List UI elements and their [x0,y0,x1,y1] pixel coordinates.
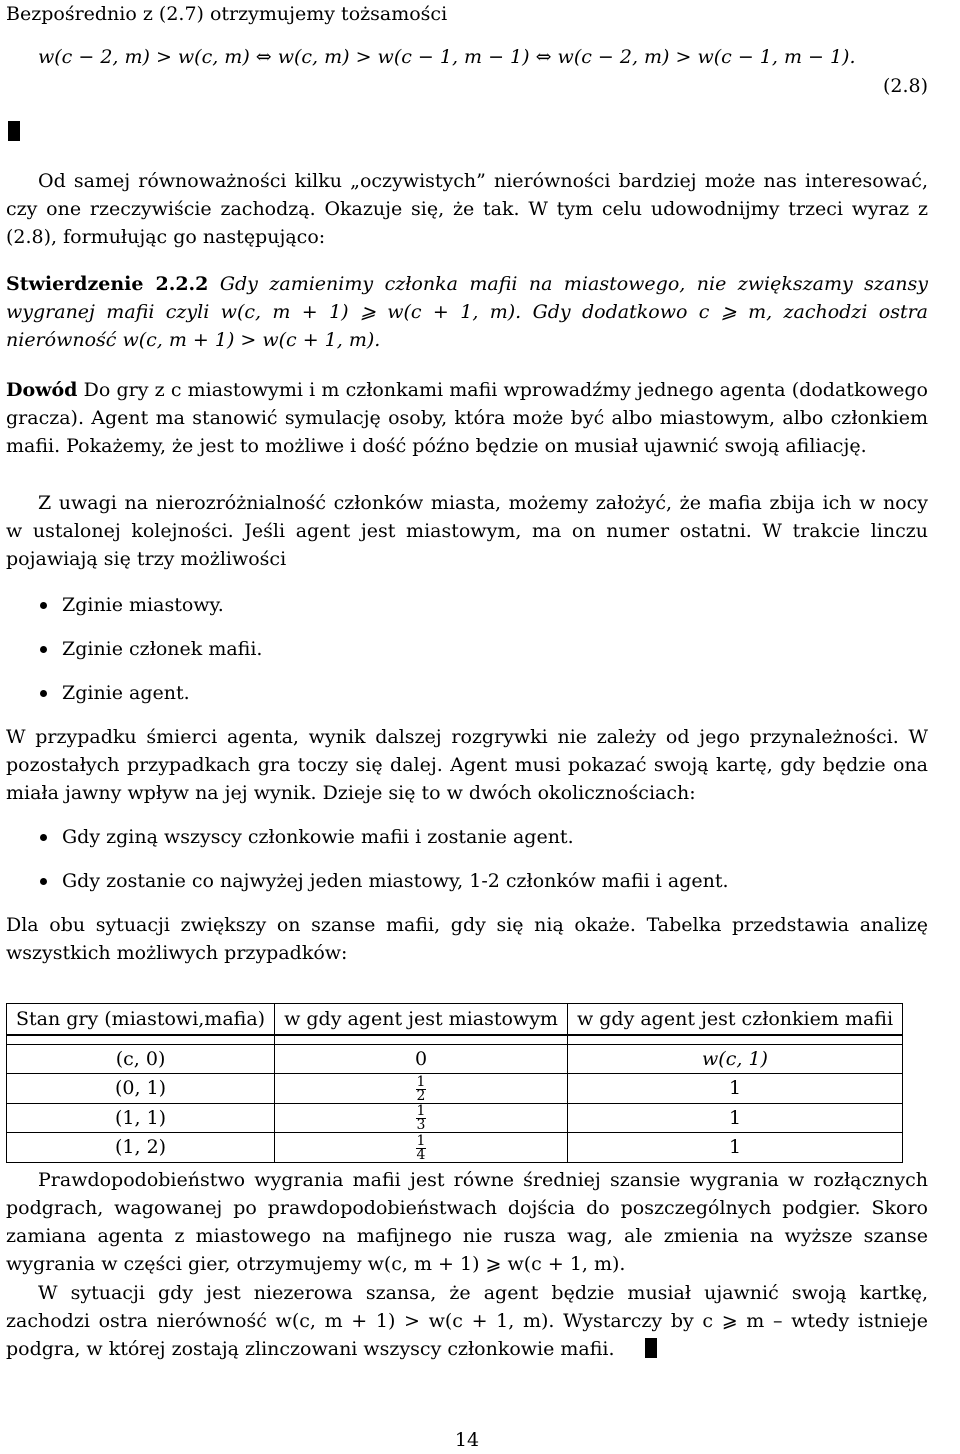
table-row [7,1074,903,1104]
cases-table [6,1003,903,1163]
table-header-row [7,1004,903,1036]
circumstances-list [6,823,928,895]
page-number: 14 [454,1429,480,1451]
paragraph-probability: Prawdopodobieństwo wygrania mafii jest równe średniej szansie wygrania w rozłącznych podgrach, wagowanej po prawdopodobieństwach dojścia do poszczególnych podgier. Skoro zamiana agenta z miastowego na mafijnego nie rusza wag, ale zmienia na wyższe szanse wygrania w części gier, otrzymujemy w(c, m + 1) ⩾ w(c + 1, m). [6,1169,928,1275]
proof-text-1: Do gry z c miastowymi i m członkami mafii wprowadźmy jednego agenta (dodatkowego gracza). Agent ma stanowić symulację osoby, która może być albo miastowym, albo członkiem mafii. Pokażemy, że jest to możliwe i dość późno będzie on musiał ujawnić swoją afiliację. [6,379,928,457]
paragraph-agent: W przypadku śmierci agenta, wynik dalszej rozgrywki nie zależy od jego przynależności. W pozostałych przypadkach gra toczy się dalej. Agent musi pokazać swoją kartę, gdy będzie ona miała jawny wpływ na jej wynik. Dzieje się to w dwóch okolicznościach: [6,726,928,804]
paragraph-equivalence: Od samej równoważności kilku „oczywistych” nierówności bardziej może nas interesować, czy one rzeczywiście zachodzą. Okazuje się, że tak. W tym celu udowodnijmy trzeci wyraz z (2.8), formułując go następująco: [6,170,928,248]
table-header: w gdy agent jest miastowym [275,1004,568,1036]
table-cell [275,1103,568,1133]
paragraph-final-text: W sytuacji gdy jest niezerowa szansa, że agent będzie musiał ujawnić swoją kartkę, zachodzi ostra nierówność w(c, m + 1) > w(c + 1, m). Wystarczy by c ⩾ m – wtedy istnieje podgra, w której zostają zlinczowani wszyscy członkowie mafii. [6,1282,928,1360]
table-cell [275,1133,568,1163]
list-item: Zginie członek mafii. [6,635,928,663]
equation-number: (2.8) [882,75,928,97]
paragraph-table-intro: Dla obu sytuacji zwiększy on szanse mafii, gdy się nią okaże. Tabelka przedstawia analizę wszystkich możliwych przypadków: [6,914,928,964]
table-cell: 1 [567,1074,902,1104]
theorem-text: Gdy zamienimy członka mafii na miastowego, nie zwiększamy szansy wygranej mafii czyli w(c, m + 1) ⩾ w(c + 1, m). Gdy dodatkowo c ⩾ m, zachodzi ostra nierówność w(c, m + 1) > w(c + 1, m). [6,273,928,351]
table-cell: (1, 1) [7,1103,275,1133]
list-item: Gdy zginą wszyscy członkowie mafii i zostanie agent. [6,823,928,851]
list-item: Zginie miastowy. [6,591,928,619]
list-item: Zginie agent. [6,679,928,707]
table-cell: (1, 2) [7,1133,275,1163]
table-cell: w(c, 1) [567,1045,902,1074]
theorem-label: Stwierdzenie 2.2.2 [6,273,209,295]
table-cell: 1 [567,1103,902,1133]
theorem [6,270,928,354]
intro-line: Bezpośrednio z (2.7) otrzymujemy tożsamości [6,3,448,25]
table-cell: 1 [567,1133,902,1163]
table-cell: 0 [275,1045,568,1074]
equation: w(c − 2, m) > w(c, m) ⇔ w(c, m) > w(c − 1, m − 1) ⇔ w(c − 2, m) > w(c − 1, m − 1). [38,46,856,68]
proof-paragraph-2: Z uwagi na nierozróżnialność członków miasta, możemy założyć, że mafia zbija ich w nocy w ustalonej kolejności. Jeśli agent jest miastowym, ma on numer ostatni. W trakcie linczu pojawiają się trzy możliwości [6,492,928,570]
possibilities-list [6,591,928,707]
table-cell: (c, 0) [7,1045,275,1074]
table-header: Stan gry (miastowi,mafia) [7,1004,275,1036]
fraction: $\frac{1}{4}$ [416,1132,426,1163]
proof-label: Dowód [6,379,78,401]
paragraph-final [6,1279,928,1363]
table-cell: (0, 1) [7,1074,275,1104]
table-row [7,1103,903,1133]
qed-mark-1 [8,118,20,146]
table-row [7,1045,903,1074]
fraction: $\frac{1}{2}$ [416,1073,426,1104]
proof-paragraph-1 [6,376,928,460]
table-row [7,1133,903,1163]
fraction: $\frac{1}{3}$ [416,1103,426,1133]
list-item: Gdy zostanie co najwyżej jeden miastowy, 1-2 członków mafii i agent. [6,867,928,895]
qed-mark-2 [645,1338,657,1358]
equation-row [6,43,928,71]
table-header: w gdy agent jest członkiem mafii [567,1004,902,1036]
table-cell [275,1074,568,1104]
